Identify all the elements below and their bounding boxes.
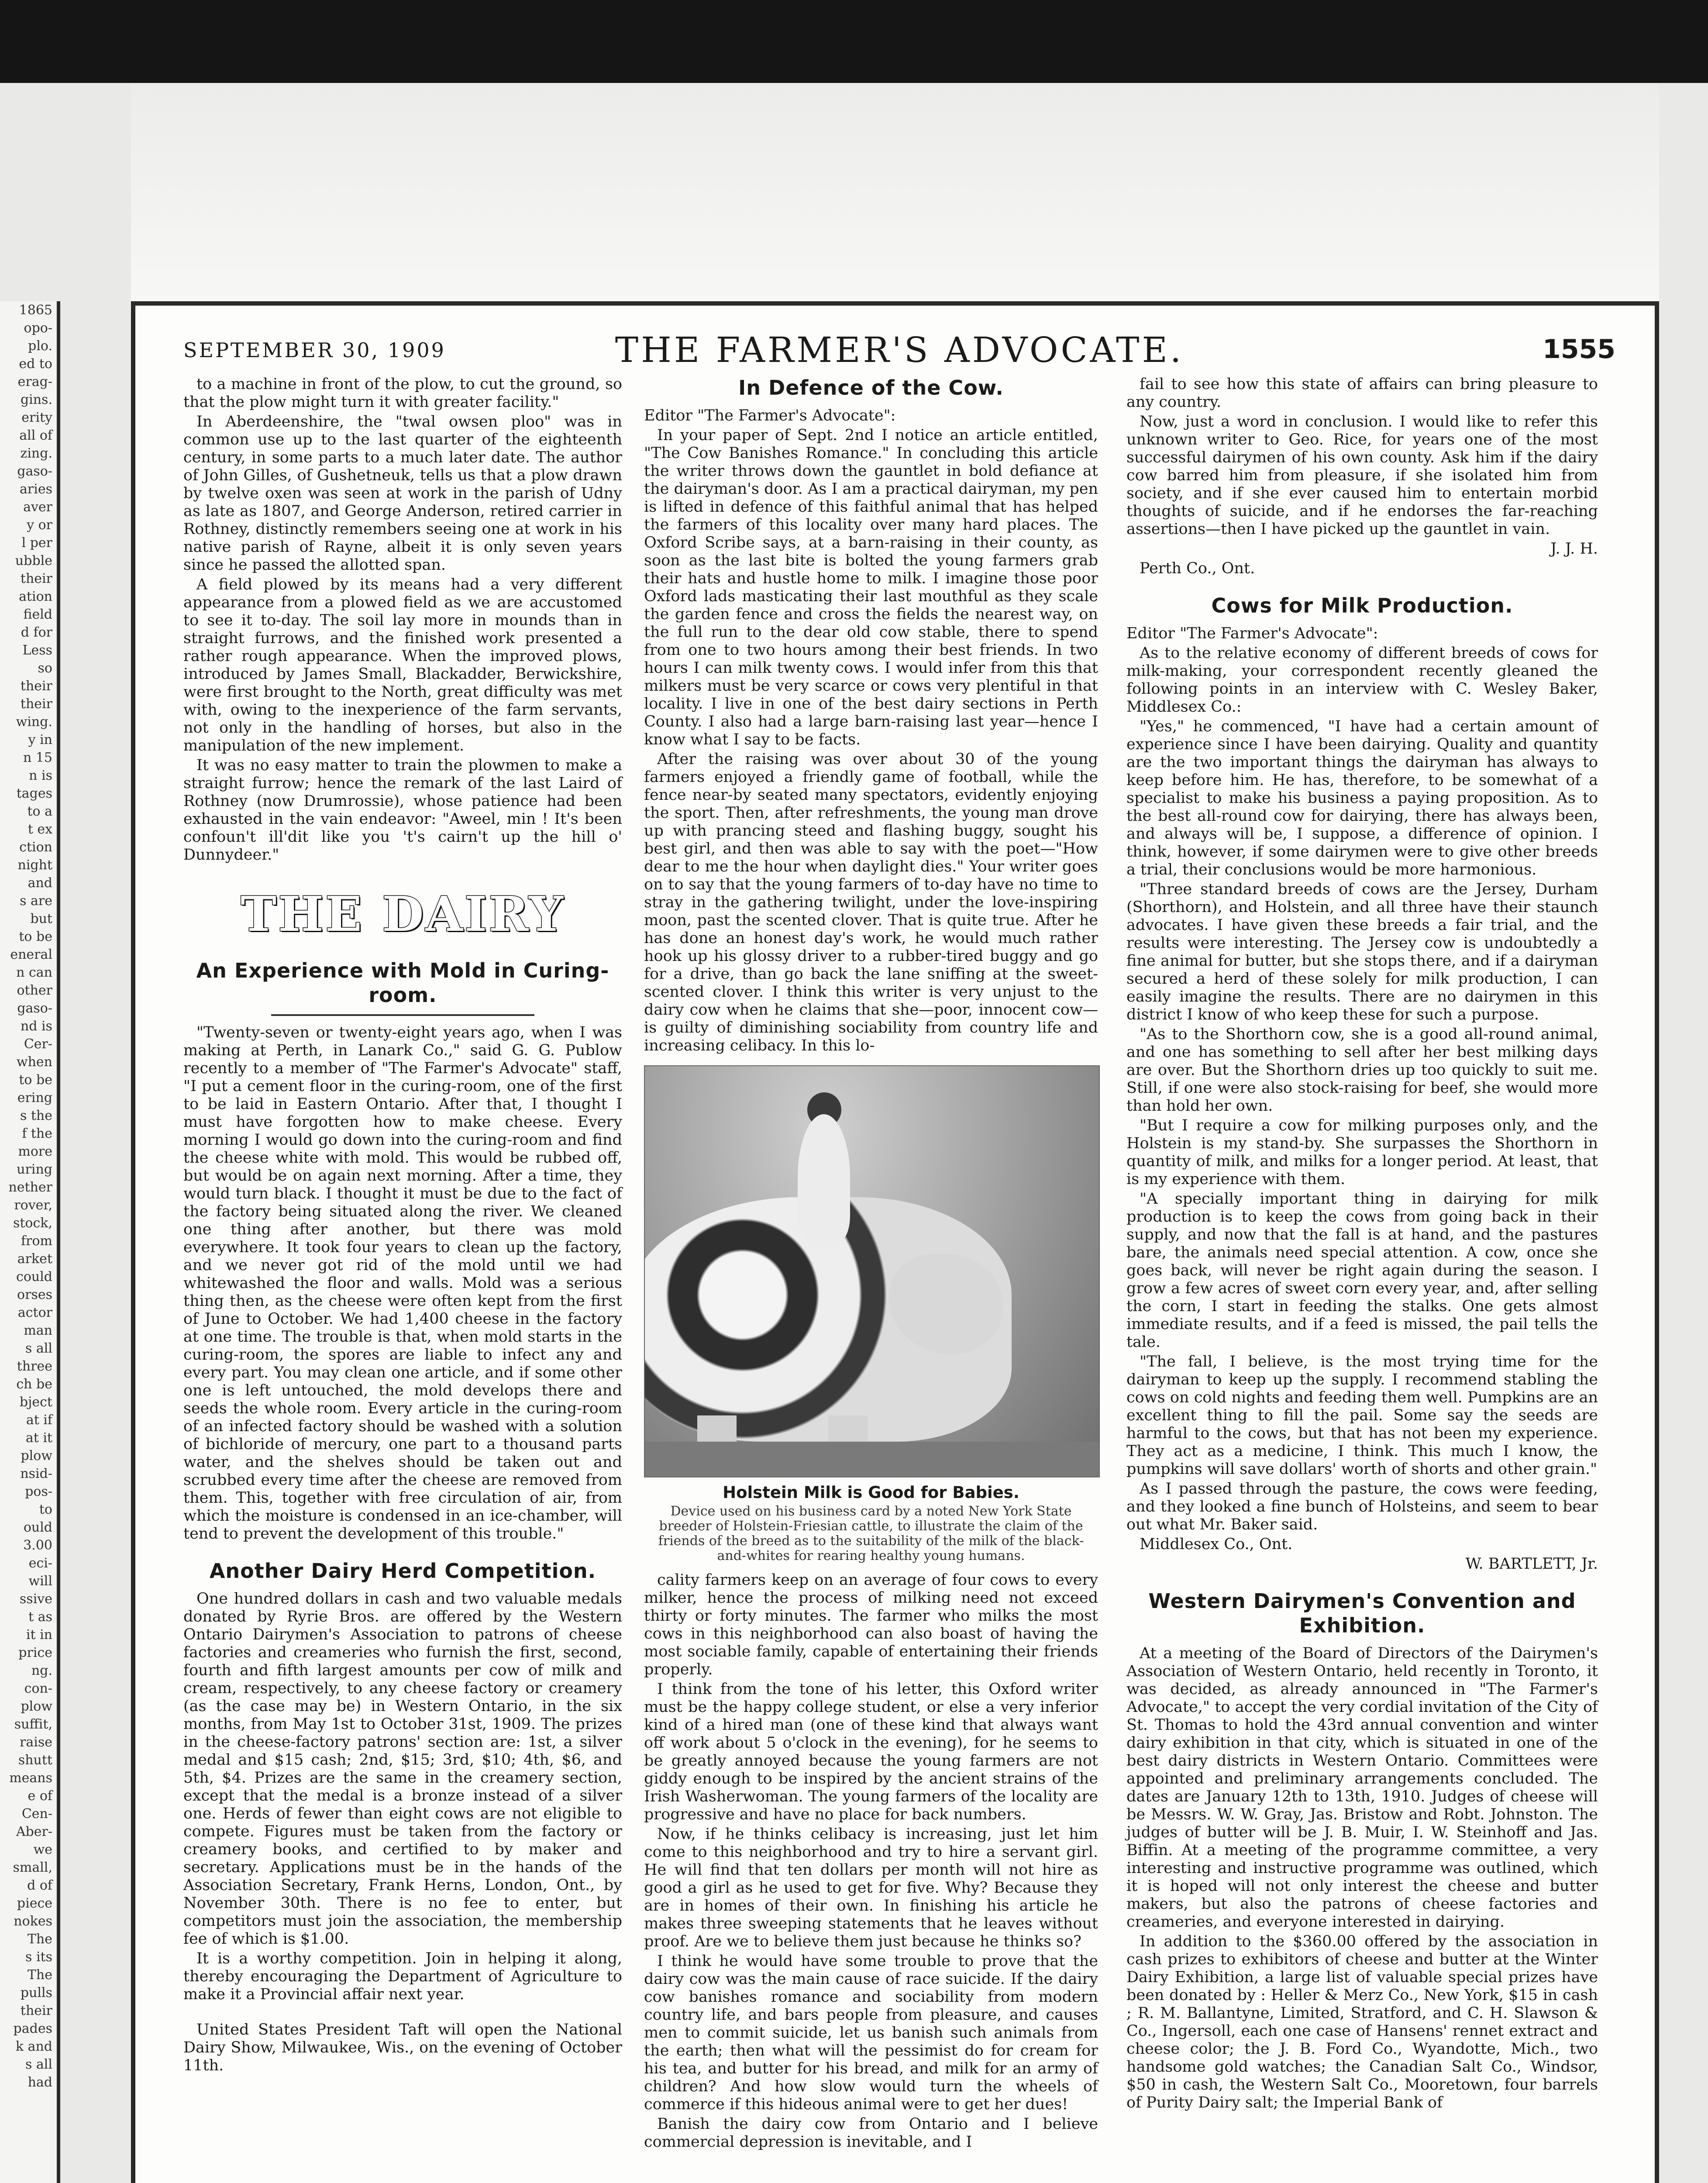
facing-page-fragment: n is: [29, 768, 52, 783]
facing-page-fragment: ng.: [31, 1663, 52, 1678]
article-title-convention: Western Dairymen's Convention and Exhibition.: [1148, 1589, 1576, 1637]
paragraph: Now, just a word in conclusion. I would like to refer this unknown writer to Geo. Rice, for years one of the most successful dairymen of his own county. Ask him if the dairy cow barred him from pleasure, if she isolated him from society, and if she ever caused him to entertain morbid thoughts of suicide, and if he endorses the far-reaching assertions—then I have picked up the gauntlet in vain.: [1126, 413, 1598, 538]
salutation: Editor "The Farmer's Advocate":: [644, 407, 896, 424]
facing-page-fragment: night: [17, 857, 52, 873]
paragraph: "Yes," he commenced, "I have had a certain amount of experience since I have been dairying. Quality and quantity are the two important things the dairyman has always to keep before him. He has, therefore, to be somewhat of a specialist to make his business a paying proposition. As to the best all-round cow for dairying, there has always been, and always will be, I suppose, a difference of opinion. I think, however, if some dairymen were to give other breeds a trial, their conclusions would be more harmonious.: [1126, 718, 1598, 878]
facing-page-fragment: zing.: [20, 446, 52, 461]
facing-page-fragment: erag-: [17, 374, 52, 389]
paragraph: In addition to the $360.00 offered by the association in cash prizes to exhibitors of cheese and butter at the Winter Dairy Exhibition, a large list of valuable special prizes have been donated by : Heller & Merz Co., New York, $15 in cash ; R. M. Ballantyne, Limited, Stratford, and C. H. Slawson & Co., Ingersoll, each one case of Hansens' rennet extract and cheese color; the J. B. Ford Co., Wyandotte, Mich., two handsome gold watches; the Canadian Salt Co., Windsor, $50 in cash, the Western Salt Co., Mooretown, four barrels of Purity Dairy salt; the Imperial Bank of: [1126, 1933, 1598, 2111]
facing-page-edge: [0, 301, 60, 2183]
ground-shadow: [645, 1442, 1099, 1477]
facing-page-fragment: gaso-: [17, 464, 52, 479]
facing-page-fragment: three: [17, 1359, 52, 1374]
facing-page-fragment: gaso-: [17, 1001, 52, 1016]
facing-page-fragment: y in: [28, 732, 52, 747]
column-2: [644, 375, 1098, 2153]
paragraph: In your paper of Sept. 2nd I notice an article entitled, "The Cow Banishes Romance." In concluding this article the writer throws down the gauntlet in bold defiance at the dairyman's door. As I am a practical dairyman, my pen is lifted in defence of this faithful animal that has helped the farmers of this locality over many hard places. The Oxford Scribe says, at a barn-raising in their county, as soon as the last bite is bolted the young farmers grab their hats and hustle home to milk. I imagine those poor Oxford lads masticating their last mouthful as they scale the garden fence and cross the fields the nearest way, on the full run to the dear old cow stable, there to spend from one to two hours among their best friends. In two hours I can milk twenty cows. I would infer from this that milkers must be very scarce or cows very plentiful in that locality. I live in one of the best dairy sections in Perth County. I also had a large barn-raising last year—hence I know what I say to be facts.: [644, 427, 1098, 748]
facing-page-fragment: more: [18, 1144, 52, 1159]
facing-page-fragment: eci-: [28, 1556, 52, 1571]
facing-page-fragment: actor: [17, 1305, 52, 1320]
facing-page-fragment: n can: [16, 965, 52, 980]
article-title-herd-competition: Another Dairy Herd Competition.: [209, 1559, 596, 1583]
facing-page-fragment: f the: [22, 1126, 52, 1141]
paragraph: to a machine in front of the plow, to cut the ground, so that the plow might turn it with greater facility.": [183, 375, 622, 411]
column-3: [1126, 375, 1598, 2114]
paragraph: fail to see how this state of affairs can bring pleasure to any country.: [1126, 375, 1598, 411]
paragraph: "A specially important thing in dairying for milk production is to keep the cows from going back in their supply, and now that the fall is at hand, and the pastures bare, the animals need special attention. A cow, once she goes back, will never be right again during the season. I grow a few acres of sweet corn every year, and, after selling the corn, I start in feeding the stalks. One gets almost immediate results, and if a feed is missed, the pail tells the tale.: [1126, 1190, 1598, 1351]
page-top-shadow: [131, 83, 1659, 301]
page-header: [183, 330, 1615, 369]
facing-page-fragment: we: [33, 1842, 52, 1857]
facing-page-fragment: aver: [23, 499, 52, 515]
facing-page-fragment: ubble: [15, 553, 52, 568]
facing-page-fragment: their: [20, 571, 52, 586]
facing-page-fragment: other: [17, 983, 52, 998]
paragraph: One hundred dollars in cash and two valuable medals donated by Ryrie Bros. are offered by the Western Ontario Dairymen's Association to patrons of cheese factories and creameries who furnish the first, second, fourth and fifth largest amounts per cow of milk and cream, respectively, to any cheese factory or creamery (as the case may be) in Western Ontario, in the six months, from May 1st to October 31st, 1909. The prizes in the cheese-factory patrons' section are: 1st, a silver medal and $15 cash; 2nd, $15; 3rd, $10; 4th, $6, and 5th, $4. Prizes are the same in the creamery section, except that the medal is a bronze instead of a silver one. Herds of fewer than eight cows are not eligible to compete. Figures must be taken from the factory or creamery books, and certified to by maker and secretary. Applications must be in the hands of the Association Secretary, Frank Herns, London, Ont., by November 30th. There is no fee to enter, but competitors must join the association, the membership fee of which is $1.00.: [183, 1590, 622, 1948]
facing-page-fragment: their: [20, 678, 52, 694]
facing-page-fragment: plow: [21, 1448, 52, 1463]
article-body-defence-continued: [644, 1571, 1098, 2151]
facing-page-fragment: shutt: [18, 1753, 52, 1768]
facing-page-fragment: Less: [22, 643, 52, 658]
facing-page-number: 1865: [19, 303, 52, 318]
facing-page-fragment: field: [23, 607, 52, 622]
facing-page-fragment: ould: [23, 1520, 52, 1535]
article-title-milk-production: Cows for Milk Production.: [1211, 594, 1513, 617]
signature-location: Middlesex Co., Ont.: [1140, 1536, 1293, 1553]
facing-page-fragment: eneral: [10, 947, 52, 962]
title-rule: [271, 1014, 534, 1016]
paragraph: As to the relative economy of different breeds of cows for milk-making, your correspondent recently gleaned the following points in an interview with C. Wesley Baker, Middlesex Co.:: [1126, 644, 1598, 716]
facing-page-fragment: s all: [25, 1341, 52, 1356]
paragraph: It was no easy matter to train the plowmen to make a straight furrow; hence the remark of the last Laird of Rothney (now Drumrossie), whose patience had been exhausted in the vain endeavor: "Aweel, min ! It's been confoun't ill'dit like you 't's cairn't up the hill o' Dunnydeer.": [183, 757, 622, 864]
facing-page-fragment: nd is: [20, 1019, 52, 1034]
facing-page-fragment: arket: [17, 1251, 52, 1267]
facing-page-fragment: l per: [21, 535, 52, 551]
facing-page-fragment: d for: [21, 625, 52, 640]
article-body-milk-production: [1126, 644, 1598, 1534]
column-1: [183, 375, 622, 2076]
facing-page-fragment: when: [16, 1054, 52, 1070]
facing-page-fragment: orses: [17, 1287, 52, 1302]
paragraph: "But I require a cow for milking purposes only, and the Holstein is my stand-by. She surpasses the Shorthorn in quantity of milk, and milks for a longer period. At least, that is my experience with them.: [1126, 1117, 1598, 1188]
facing-page-fragment: had: [28, 2075, 52, 2090]
facing-page-fragment: uring: [17, 1162, 52, 1177]
facing-page-fragment: nsid-: [20, 1466, 52, 1481]
facing-page-fragment: s its: [25, 1949, 52, 1965]
facing-page-fragment: ssive: [19, 1591, 52, 1607]
paragraph: Now, if he thinks celibacy is increasing, just let him come to this neighborhood and try to hire a servant girl. He will find that ten dollars per month will not hire as good a girl as he used to get for five. Why? Because they are in homes of their own. In finishing his article he makes three sweeping statements that he leaves without proof. Are we to believe them just because he thinks so?: [644, 1825, 1098, 1950]
facing-page-fragment: means: [9, 1770, 52, 1786]
article-body-mold: [183, 1024, 622, 1543]
facing-page-fragment: their: [20, 2003, 52, 2018]
facing-page-fragment: con-: [24, 1681, 52, 1696]
salutation: Editor "The Farmer's Advocate":: [1126, 625, 1378, 642]
facing-page-fragment: stock,: [13, 1215, 52, 1231]
facing-page-fragment: at it: [25, 1430, 52, 1446]
paragraph: I think he would have some trouble to prove that the dairy cow was the main cause of race suicide. If the dairy cow banishes romance and sociability from modern country life, and bars people from pleasure, and causes men to commit suicide, let us banish such animals from the earth; then what will the pessimist do for cream for his tea, and butter for his bread, and milk for an army of children? And how slow would turn the wheels of commerce if this hideous animal were to get her dues!: [644, 1952, 1098, 2113]
facing-page-fragment: pades: [13, 2021, 52, 2036]
facing-page-fragment: raise: [20, 1735, 52, 1750]
facing-page-fragment: piece: [17, 1896, 52, 1911]
photo-caption: Device used on his business card by a noted New York State breeder of Holstein-Friesian cattle, to illustrate the claim of the friends of the breed as to the suitability of the milk of the black-and-whites for rearing healthy young humans.: [658, 1504, 1084, 1563]
facing-page-fragment: pulls: [20, 1985, 52, 2001]
facing-page-fragment: from: [21, 1233, 52, 1249]
paragraph: After the raising was over about 30 of the young farmers enjoyed a friendly game of football, while the fence near-by seated many spectators, evidently enjoying the sport. Then, after refreshments, the young man drove up with prancing steed and flashing buggy, sought his best girl, and then was able to say with the poet—"How dear to me the hour when daylight dies." Your writer goes on to say that the young farmers of to-day have no time to stray in the gathering twilight, under the love-inspiring moon, past the scented clover. That is quite true. After he has done an honest day's work, he would much rather hook up his glossy driver to a rubber-tired buggy and go for a drive, than go back the lane sniffing at the sweet-scented clover. I think this writer is very unjust to the dairy cow when he claims that she—poor, innocent cow—is guilty of diminishing sociability from country life and increasing celibacy. In this lo-: [644, 751, 1098, 1054]
masthead-title: THE FARMER'S ADVOCATE.: [615, 330, 1184, 370]
article-body-herd-competition: [183, 1590, 622, 2004]
facing-page-fragment: but: [30, 911, 52, 926]
facing-page-fragment: nether: [8, 1180, 52, 1195]
paragraph: "The fall, I believe, is the most trying time for the dairyman to keep up the supply. I recommend stabling the cows on cold nights and feeding them well. Pumpkins are an excellent thing to fill the pail. Some say the seeds are harmful to the cows, but that has not been my experience. They act as a medicine, I think. This much I know, the pumpkins will save dollars' worth of shorts and other grain.": [1126, 1353, 1598, 1478]
article-body-convention: [1126, 1645, 1598, 2112]
facing-page-fragment: Cer-: [24, 1036, 52, 1052]
paragraph: cality farmers keep on an average of four cows to every milker, hence the process of milking need not exceed thirty or forty minutes. The farmer who milks the most cows in this neighborhood can also boast of having the most sociable family, capable of entertaining their friends properly.: [644, 1571, 1098, 1678]
facing-page-fragment: aries: [20, 482, 52, 497]
facing-page-fragment: man: [24, 1323, 52, 1338]
article-title-mold: An Experience with Mold in Curing-room.: [196, 959, 610, 1007]
facing-page-fragment: plo.: [28, 338, 52, 354]
facing-page-fragment: ation: [19, 589, 52, 604]
holstein-photo: [644, 1065, 1100, 1477]
facing-page-fragment: their: [20, 696, 52, 712]
facing-page-fragment: to be: [19, 929, 52, 944]
facing-page-fragment: y or: [27, 517, 52, 533]
paragraph: "Three standard breeds of cows are the Jersey, Durham (Shorthorn), and Holstein, and all three have their staunch advocates. I have given these breeds a fair trial, and the results were interesting. The Jersey cow is undoubtedly a fine animal for butter, but she stops there, and if a dairyman secured a herd of these solely for milk production, I can easily imagine the results. There are no dairymen in this district I know of who keep these for such a purpose.: [1126, 881, 1598, 1023]
facing-page-fragment: t as: [28, 1609, 52, 1625]
facing-page-fragment: pos-: [25, 1484, 52, 1499]
signature-jjh: J. J. H.: [1550, 540, 1598, 558]
facing-page-fragment: ch be: [16, 1377, 52, 1392]
issue-date: SEPTEMBER 30, 1909: [183, 338, 446, 362]
facing-page-fragment: Cen-: [21, 1806, 52, 1821]
defence-article-conclusion: [1126, 375, 1598, 538]
facing-page-fragment: n 15: [23, 750, 52, 765]
paragraph: I think from the tone of his letter, this Oxford writer must be the happy college student, or else a very inferior kind of a hired man (one of these kind that always want off work about 5 o'clock in the evening), for he seems to be greatly annoyed because the young farmers are not giddy enough to be inspired by the ancient strains of the Irish Washerwoman. The young farmers of the locality are progressive and have no place for back numbers.: [644, 1680, 1098, 1823]
child-figure: [798, 1114, 850, 1241]
facing-page-fragment: to: [39, 1502, 52, 1517]
facing-page-fragment: and: [28, 875, 52, 891]
facing-page-fragment: wing.: [16, 714, 52, 730]
facing-page-fragment: plow: [21, 1699, 52, 1714]
facing-page-fragment: so: [38, 661, 52, 676]
paragraph: A field plowed by its means had a very different appearance from a plowed field as we are accustomed to see it to-day. The soil lay more in mounds than in straight furrows, and the finished work presented a rather rough appearance. When the improved plows, introduced by James Small, Blackadder, Berwickshire, were first brought to the North, great difficulty was met with, owing to the inexperience of the farm servants, not only in the handling of horses, but also in the manipulation of the new implement.: [183, 576, 622, 754]
facing-page-fragment: s all: [25, 2057, 52, 2072]
facing-page-fragment: Aber-: [16, 1824, 52, 1839]
section-banner-the-dairy: THE DAIRY: [241, 886, 565, 942]
facing-page-fragment: opo-: [24, 320, 52, 336]
facing-page-fragment: erity: [21, 410, 52, 425]
facing-page-fragment: d of: [27, 1878, 52, 1893]
facing-page-fragment: it in: [26, 1627, 52, 1642]
facing-page-fragment: bject: [19, 1395, 52, 1410]
facing-page-fragment: The: [27, 1967, 52, 1983]
paragraph: Banish the dairy cow from Ontario and I believe commercial depression is inevitable, and I: [644, 2115, 1098, 2151]
paragraph: At a meeting of the Board of Directors of the Dairymen's Association of Western Ontario, held recently in Toronto, it was decided, as already announced in "The Farmer's Advocate," to accept the very cordial invitation of the City of St. Thomas to hold the 43rd annual convention and winter dairy exhibition in that city, which is situated in one of the best dairy districts in Western Ontario. Committees were appointed and preliminary arrangements concluded. The dates are January 12th to 13th, 1910. Judges of cheese will be Messrs. W. W. Gray, Jas. Bristow and Robt. Johnston. The judges of butter will be J. B. Muir, I. W. Steinhoff and Jas. Biffin. At a meeting of the programme committee, a very interesting and instructive programme was outlined, which it is hoped will not only interest the cheese and butter makers, but also the patrons of cheese factories and creameries, and everyone interested in dairying.: [1126, 1645, 1598, 1931]
paragraph: It is a worthy competition. Join in helping it along, thereby encouraging the Department of Agriculture to make it a Provincial affair next year.: [183, 1950, 622, 2003]
facing-page-fragment: e of: [28, 1788, 52, 1804]
paragraph: "As to the Shorthorn cow, she is a good all-round animal, and one has something to sell after her best milking days are over. But the Shorthorn dries up too quickly to suit me. Still, if one were also stock-raising for beef, she would more than hold her own.: [1126, 1026, 1598, 1115]
facing-page-fragment: will: [28, 1574, 52, 1589]
facing-page-fragment: price: [18, 1645, 52, 1660]
article-title-defence-of-cow: In Defence of the Cow.: [738, 376, 1004, 399]
facing-page-fragment: s are: [20, 893, 52, 909]
facing-page-fragment: to be: [19, 1072, 52, 1088]
facing-page-fragment: gins.: [20, 392, 52, 407]
facing-page-fragment: ering: [17, 1090, 52, 1105]
closing-note-taft: United States President Taft will open the National Dairy Show, Milwaukee, Wis., on the evening of October 11th.: [183, 2021, 622, 2074]
signature-location: Perth Co., Ont.: [1140, 560, 1255, 577]
facing-page-fragment: tages: [16, 786, 52, 801]
facing-page-text: [0, 319, 57, 2091]
article-body-defence: [644, 427, 1098, 1055]
signature-bartlett: W. BARTLETT, Jr.: [1465, 1555, 1598, 1573]
facing-page-fragment: t ex: [28, 822, 52, 837]
facing-page-fragment: small,: [13, 1860, 52, 1875]
scan-top-border: [0, 0, 1708, 83]
paragraph: As I passed through the pasture, the cows were feeding, and they looked a fine bunch of Holsteins, and seem to bear out what Mr. Baker said.: [1126, 1480, 1598, 1533]
facing-page-fragment: ction: [19, 840, 52, 855]
facing-page-fragment: could: [16, 1269, 52, 1284]
newspaper-page: [131, 301, 1659, 2183]
plowing-article-continuation: [183, 375, 622, 864]
facing-page-fragment: k and: [15, 2039, 52, 2054]
facing-page-fragment: s the: [20, 1108, 52, 1123]
facing-page-fragment: at if: [26, 1412, 52, 1428]
facing-page-fragment: to a: [27, 804, 52, 819]
facing-page-fragment: ed to: [19, 356, 52, 372]
page-number: 1555: [1543, 334, 1615, 365]
paragraph: In Aberdeenshire, the "twal owsen ploo" was in common use up to the last quarter of the eighteenth century, in some parts to a much later date. The author of John Gilles, of Gushetneuk, tells us that a plow drawn by twelve oxen was seen at work in the parish of Udny as late as 1807, and George Anderson, retired carrier in Rothney, distinctly remembers seeing one at work in his native parish of Rayne, albeit it is only seven years since he passed the allotted span.: [183, 413, 622, 574]
facing-page-fragment: 3.00: [23, 1538, 52, 1553]
paragraph: "Twenty-seven or twenty-eight years ago, when I was making at Perth, in Lanark Co.," said G. G. Publow recently to a member of "The Farmer's Advocate" staff, "I put a cement floor in the curing-room, one of the first to be laid in Eastern Ontario. After that, I thought I must have forgotten how to make cheese. Every morning I would go down into the curing-room and find the cheese white with mold. This would be rubbed off, but would be on again next morning. After a time, they would turn black. I thought it must be due to the fact of the factory being situated along the river. We cleaned one thing after another, but there was mold everywhere. It took four years to clean up the factory, and we never got rid of the mold until we had whitewashed the floor and walls. Mold was a serious thing then, as the cheese were often kept from the first of June to October. We had 1,400 cheese in the factory at one time. The trouble is that, when mold starts in the curing-room, the spores are liable to infect any and every part. You may clean one article, and if some other one is left untouched, the mold develops there and seeds the whole room. Every article in the curing-room of an infected factory should be washed with a solution of bichloride of mercury, one part to a thousand parts water, and the shelves should be taken out and scrubbed every time after the cheese are removed from them. This, together with free circulation of air, from which the moisture is condensed in an ice-chamber, will tend to prevent the development of this trouble.": [183, 1024, 622, 1543]
facing-page-fragment: rover,: [14, 1198, 52, 1213]
facing-page-fragment: The: [27, 1932, 52, 1947]
facing-page-fragment: suffit,: [14, 1717, 52, 1732]
facing-page-fragment: nokes: [14, 1914, 52, 1929]
photo-caption-title: Holstein Milk is Good for Babies.: [723, 1483, 1019, 1502]
facing-page-fragment: all of: [19, 428, 52, 443]
